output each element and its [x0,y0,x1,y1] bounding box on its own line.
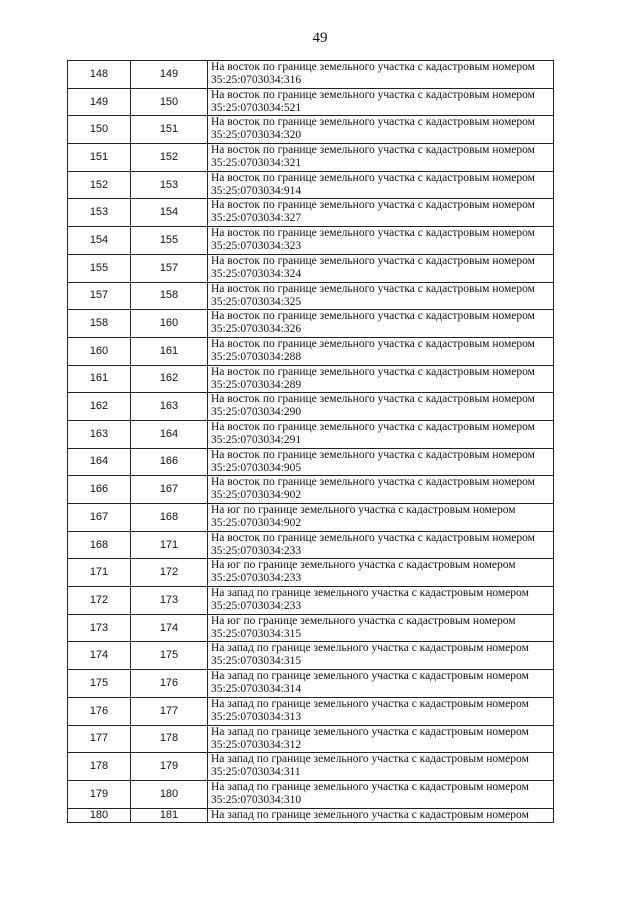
boundary-description-cell [208,780,554,808]
boundary-description-cell [208,642,554,670]
table-row [68,199,554,227]
point-to-cell: 150 [131,88,208,116]
table-row [68,725,554,753]
point-from-cell: 162 [68,393,131,421]
cadastral-number: 35:25:0703034:320 [211,129,302,142]
point-to-cell: 149 [131,61,208,89]
boundary-description-cell [208,753,554,781]
point-from-cell: 178 [68,753,131,781]
description-text: На восток по границе земельного участка с кадастровым номером [211,337,535,350]
point-from-cell: 161 [68,365,131,393]
point-to-cell: 173 [131,587,208,615]
cadastral-number: 35:25:0703034:312 [211,738,302,751]
table-row [68,697,554,725]
cadastral-number: 35:25:0703034:315 [211,627,302,640]
point-from-cell: 160 [68,337,131,365]
boundary-description-cell [208,531,554,559]
point-from-cell: 151 [68,144,131,172]
point-from-cell: 172 [68,587,131,615]
point-from-cell: 149 [68,88,131,116]
table-row [68,670,554,698]
point-to-cell: 172 [131,559,208,587]
point-to-cell: 152 [131,144,208,172]
point-from-cell: 154 [68,227,131,255]
cadastral-number: 35:25:0703034:310 [211,793,302,806]
page-number: 49 [312,30,328,46]
table-row [68,614,554,642]
cadastral-number: 35:25:0703034:902 [211,489,302,502]
table-row [68,310,554,338]
boundary-description-cell [208,171,554,199]
point-from-cell: 174 [68,642,131,670]
point-to-cell: 161 [131,337,208,365]
description-text: На восток по границе земельного участка с кадастровым номером [211,365,535,378]
cadastral-number: 35:25:0703034:905 [211,461,302,474]
boundary-description-cell [208,504,554,532]
point-from-cell: 168 [68,531,131,559]
boundary-description-cell [208,199,554,227]
point-to-cell: 163 [131,393,208,421]
table-row [68,476,554,504]
boundary-description-cell [208,282,554,310]
boundary-description-cell [208,559,554,587]
point-to-cell: 154 [131,199,208,227]
boundary-description-cell [208,393,554,421]
point-to-cell: 176 [131,670,208,698]
table-row [68,393,554,421]
description-text: На восток по границе земельного участка с кадастровым номером [211,476,535,489]
table-row [68,144,554,172]
table-row [68,587,554,615]
table-body [68,61,554,823]
point-to-cell: 151 [131,116,208,144]
description-text: На юг по границе земельного участка с кадастровым номером [211,614,516,627]
cadastral-number: 35:25:0703034:311 [211,766,301,779]
cadastral-number: 35:25:0703034:289 [211,378,302,391]
point-to-cell: 162 [131,365,208,393]
boundary-description-cell [208,725,554,753]
table-row [68,808,554,822]
cadastral-number: 35:25:0703034:315 [211,655,302,668]
table-row [68,504,554,532]
table-row [68,780,554,808]
description-text: На восток по границе земельного участка с кадастровым номером [211,227,535,240]
table-row [68,88,554,116]
point-to-cell: 181 [131,808,208,822]
table-row [68,254,554,282]
boundary-description-cell [208,420,554,448]
point-to-cell: 171 [131,531,208,559]
description-text: На запад по границе земельного участка с кадастровым номером [211,642,529,655]
table-row [68,753,554,781]
point-from-cell: 153 [68,199,131,227]
point-from-cell: 171 [68,559,131,587]
point-to-cell: 179 [131,753,208,781]
cadastral-number: 35:25:0703034:316 [211,74,302,86]
point-from-cell: 167 [68,504,131,532]
boundary-description-cell [208,365,554,393]
point-from-cell: 157 [68,282,131,310]
cadastral-number: 35:25:0703034:521 [211,101,302,114]
description-text: На запад по границе земельного участка с кадастровым номером [211,670,529,683]
table-row [68,227,554,255]
description-text: На восток по границе земельного участка с кадастровым номером [211,144,535,157]
boundary-description-cell [208,476,554,504]
point-from-cell: 177 [68,725,131,753]
description-text: На восток по границе земельного участка с кадастровым номером [211,88,535,101]
cadastral-number: 35:25:0703034:288 [211,350,302,363]
description-text: На восток по границе земельного участка с кадастровым номером [211,254,535,267]
description-text: На восток по границе земельного участка с кадастровым номером [211,393,535,406]
cadastral-number: 35:25:0703034:326 [211,323,302,336]
point-to-cell: 177 [131,697,208,725]
point-from-cell: 148 [68,61,131,89]
point-to-cell: 174 [131,614,208,642]
point-to-cell: 168 [131,504,208,532]
boundary-description-cell [208,697,554,725]
point-to-cell: 175 [131,642,208,670]
table-row [68,116,554,144]
table-row [68,420,554,448]
point-to-cell: 158 [131,282,208,310]
boundary-description-cell [208,254,554,282]
boundary-description-cell [208,61,554,89]
point-from-cell: 155 [68,254,131,282]
point-from-cell: 180 [68,808,131,822]
boundary-description-cell [208,116,554,144]
point-from-cell: 150 [68,116,131,144]
boundary-description-cell [208,448,554,476]
table-row [68,531,554,559]
cadastral-number: 35:25:0703034:324 [211,267,302,280]
boundary-description-cell [208,88,554,116]
point-to-cell: 180 [131,780,208,808]
table-row [68,642,554,670]
cadastral-number: 35:25:0703034:233 [211,600,302,613]
point-to-cell: 167 [131,476,208,504]
description-text: На запад по границе земельного участка с кадастровым номером [211,725,529,738]
point-from-cell: 166 [68,476,131,504]
table-row [68,61,554,89]
boundary-description-cell [208,144,554,172]
boundary-description-cell [208,310,554,338]
description-text: На запад по границе земельного участка с кадастровым номером [211,697,529,710]
boundary-description-cell [208,808,554,822]
description-text: На восток по границе земельного участка с кадастровым номером [211,171,535,184]
cadastral-number: 35:25:0703034:290 [211,406,302,419]
point-to-cell: 157 [131,254,208,282]
cadastral-number: 35:25:0703034:325 [211,295,302,308]
description-text: На восток по границе земельного участка с кадастровым номером [211,531,535,544]
description-text: На юг по границе земельного участка с кадастровым номером [211,504,516,516]
description-text: На юг по границе земельного участка с кадастровым номером [211,559,516,572]
cadastral-number: 35:25:0703034:233 [211,572,302,585]
table-row [68,282,554,310]
cadastral-number: 35:25:0703034:914 [211,184,302,197]
boundary-description-cell [208,337,554,365]
point-from-cell: 173 [68,614,131,642]
description-text: На восток по границе земельного участка с кадастровым номером [211,448,535,461]
table-row [68,448,554,476]
description-text: На запад по границе земельного участка с кадастровым номером [211,587,529,600]
description-text: На восток по границе земельного участка с кадастровым номером [211,199,535,212]
point-to-cell: 164 [131,420,208,448]
table-row [68,559,554,587]
description-text: На запад по границе земельного участка с кадастровым номером [211,808,529,821]
point-from-cell: 176 [68,697,131,725]
description-text: На восток по границе земельного участка с кадастровым номером [211,420,535,433]
point-from-cell: 152 [68,171,131,199]
cadastral-number: 35:25:0703034:313 [211,710,302,723]
boundary-table [67,60,554,823]
point-to-cell: 153 [131,171,208,199]
point-to-cell: 178 [131,725,208,753]
point-from-cell: 158 [68,310,131,338]
table-row [68,365,554,393]
description-text: На восток по границе земельного участка с кадастровым номером [211,310,535,323]
point-to-cell: 166 [131,448,208,476]
boundary-description-cell [208,587,554,615]
point-to-cell: 160 [131,310,208,338]
boundary-description-cell [208,227,554,255]
point-from-cell: 164 [68,448,131,476]
point-from-cell: 175 [68,670,131,698]
boundary-description-cell [208,614,554,642]
cadastral-number: 35:25:0703034:323 [211,240,302,253]
description-text: На запад по границе земельного участка с кадастровым номером [211,780,529,793]
description-text: На восток по границе земельного участка с кадастровым номером [211,61,535,73]
boundary-description-cell [208,670,554,698]
description-text: На восток по границе земельного участка с кадастровым номером [211,282,535,295]
cadastral-number: 35:25:0703034:321 [211,157,302,170]
point-from-cell: 179 [68,780,131,808]
cadastral-number: 35:25:0703034:902 [211,517,302,529]
description-text: На восток по границе земельного участка с кадастровым номером [211,116,535,129]
cadastral-number: 35:25:0703034:233 [211,544,302,557]
cadastral-number: 35:25:0703034:314 [211,683,302,696]
description-text: На запад по границе земельного участка с кадастровым номером [211,753,529,766]
table-row [68,171,554,199]
cadastral-number: 35:25:0703034:291 [211,433,302,446]
point-to-cell: 155 [131,227,208,255]
cadastral-number: 35:25:0703034:327 [211,212,302,225]
point-from-cell: 163 [68,420,131,448]
table-row [68,337,554,365]
